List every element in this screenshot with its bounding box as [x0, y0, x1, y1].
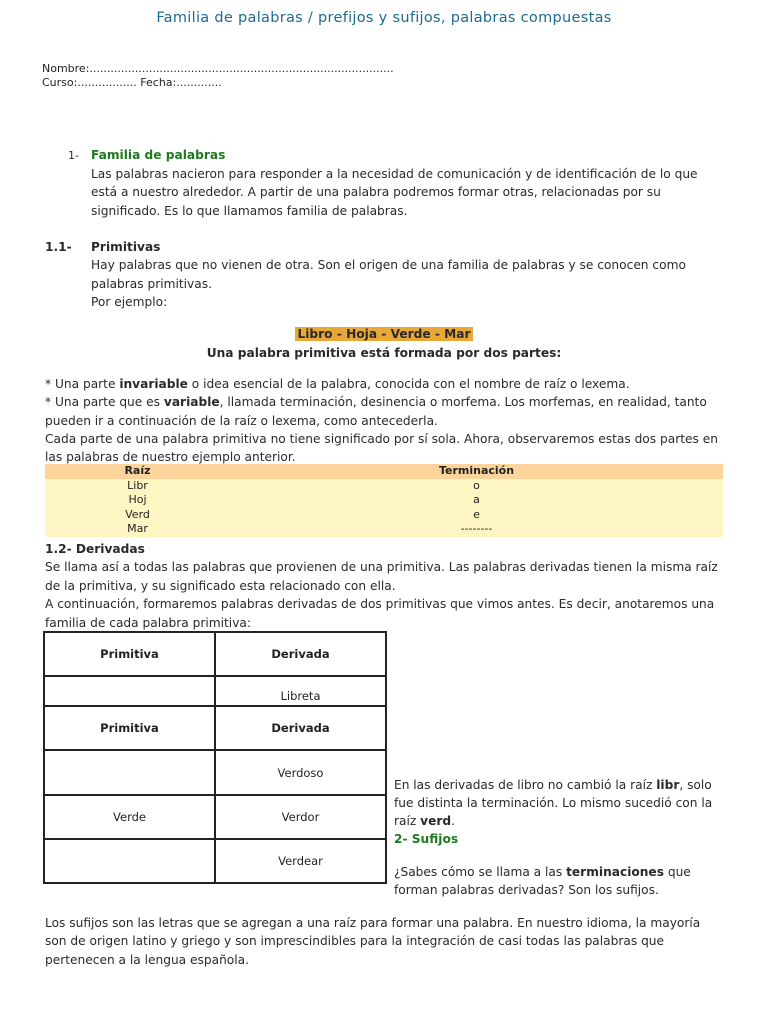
- paragraph-line: Por ejemplo:: [91, 295, 168, 309]
- column-header: Derivada: [215, 632, 386, 676]
- table-cell: Verd: [45, 508, 230, 523]
- side-line-2: fue distinta la terminación. Lo mismo sucedió con la: [394, 796, 713, 810]
- paragraph-line: son de origen latino y griego y son imprescindibles para la integración de casi todas las palabras que: [45, 934, 665, 948]
- section-number: 1-: [68, 149, 79, 162]
- table-row: [44, 795, 386, 839]
- table-cell: Hoj: [45, 493, 230, 508]
- paragraph-line: familia de cada palabra primitiva:: [45, 616, 251, 630]
- table-row: [45, 522, 723, 537]
- parts-line-2: * Una parte que es variable, llamada terminación, desinencia o morfema. Los morfemas, en realidad, tanto: [45, 395, 707, 409]
- example-highlight: Libro - Hoja - Verde - Mar: [297, 327, 471, 341]
- paragraph-line: de la primitiva, y su significado esta relacionado con ella.: [45, 579, 396, 593]
- column-header: Terminación: [230, 464, 723, 479]
- paragraph-line: Los sufijos son las letras que se agregan a una raíz para formar una palabra. En nuestro idioma, la mayoría: [45, 916, 701, 930]
- table-row: [44, 750, 386, 795]
- parts-line-4: Cada parte de una palabra primitiva no tiene significado por sí sola. Ahora, observaremos estas dos partes en: [45, 432, 718, 446]
- table-header-row: [45, 464, 723, 479]
- table-row: [45, 479, 723, 494]
- paragraph-line: pertenecen a la lengua española.: [45, 953, 249, 967]
- table-cell: --------: [230, 522, 723, 537]
- table-cell: Verdear: [215, 839, 386, 883]
- column-header: Primitiva: [44, 632, 215, 676]
- curso-fecha-field: Curso:................. Fecha:.............: [42, 76, 222, 89]
- table-cell: a: [230, 493, 723, 508]
- table-cell: [44, 676, 215, 706]
- paragraph-line: Se llama así a todas las palabras que provienen de una primitiva. Las palabras derivadas tienen la misma raíz: [45, 560, 718, 574]
- side-question-1: ¿Sabes cómo se llama a las terminaciones que: [394, 865, 691, 879]
- paragraph-line: está a nuestro alrededor. A partir de una palabra podremos formar otras, relacionadas por su: [91, 185, 661, 199]
- paragraph-line: Hay palabras que no vienen de otra. Son el origen de una familia de palabras y se conocen como: [91, 258, 686, 272]
- derivadas-table: [43, 631, 387, 884]
- table-header-row: [44, 706, 386, 750]
- side-line-1: En las derivadas de libro no cambió la raíz libr, solo: [394, 778, 712, 792]
- nombre-field: Nombre:.......................................................................................: [42, 62, 394, 75]
- table-cell: [44, 839, 215, 883]
- example-row: [0, 325, 768, 343]
- paragraph-line: Las palabras nacieron para responder a la necesidad de comunicación y de identificación de lo que: [91, 167, 698, 181]
- table-cell: Mar: [45, 522, 230, 537]
- table-cell: Libreta: [215, 676, 386, 706]
- table-cell: Verde: [44, 795, 215, 839]
- table-row: [44, 839, 386, 883]
- paragraph-line: A continuación, formaremos palabras derivadas de dos primitivas que vimos antes. Es decir, anotaremos una: [45, 597, 715, 611]
- parts-line-3: pueden ir a continuación de la raíz o lexema, como antecederla.: [45, 414, 438, 428]
- side-line-3: raíz verd.: [394, 814, 455, 828]
- section-heading: 2- Sufijos: [394, 832, 459, 846]
- table-cell: [44, 750, 215, 795]
- paragraph-line: significado. Es lo que llamamos familia de palabras.: [91, 204, 408, 218]
- section-heading: Primitivas: [91, 240, 161, 254]
- section-heading: 1.2- Derivadas: [45, 542, 145, 556]
- table-cell: Libr: [45, 479, 230, 494]
- table-cell: e: [230, 508, 723, 523]
- section-number: 1.1-: [45, 240, 72, 254]
- column-header: Primitiva: [44, 706, 215, 750]
- table-cell: Verdor: [215, 795, 386, 839]
- table-row: [45, 508, 723, 523]
- column-header: Raíz: [45, 464, 230, 479]
- table-row: [44, 676, 386, 706]
- parts-line-1: * Una parte invariable o idea esencial de la palabra, conocida con el nombre de raíz o lexema.: [45, 377, 630, 391]
- side-question-2: forman palabras derivadas? Son los sufijos.: [394, 883, 659, 897]
- example-subtitle: Una palabra primitiva está formada por dos partes:: [206, 346, 562, 360]
- raiz-terminacion-table: [45, 464, 723, 537]
- column-header: Derivada: [215, 706, 386, 750]
- page-title: Familia de palabras / prefijos y sufijos, palabras compuestas: [156, 10, 612, 26]
- table-header-row: [44, 632, 386, 676]
- parts-line-5: las palabras de nuestro ejemplo anterior.: [45, 450, 296, 464]
- section-heading: Familia de palabras: [91, 148, 226, 162]
- table-cell: o: [230, 479, 723, 494]
- table-cell: Verdoso: [215, 750, 386, 795]
- paragraph-line: palabras primitivas.: [91, 277, 212, 291]
- table-row: [45, 493, 723, 508]
